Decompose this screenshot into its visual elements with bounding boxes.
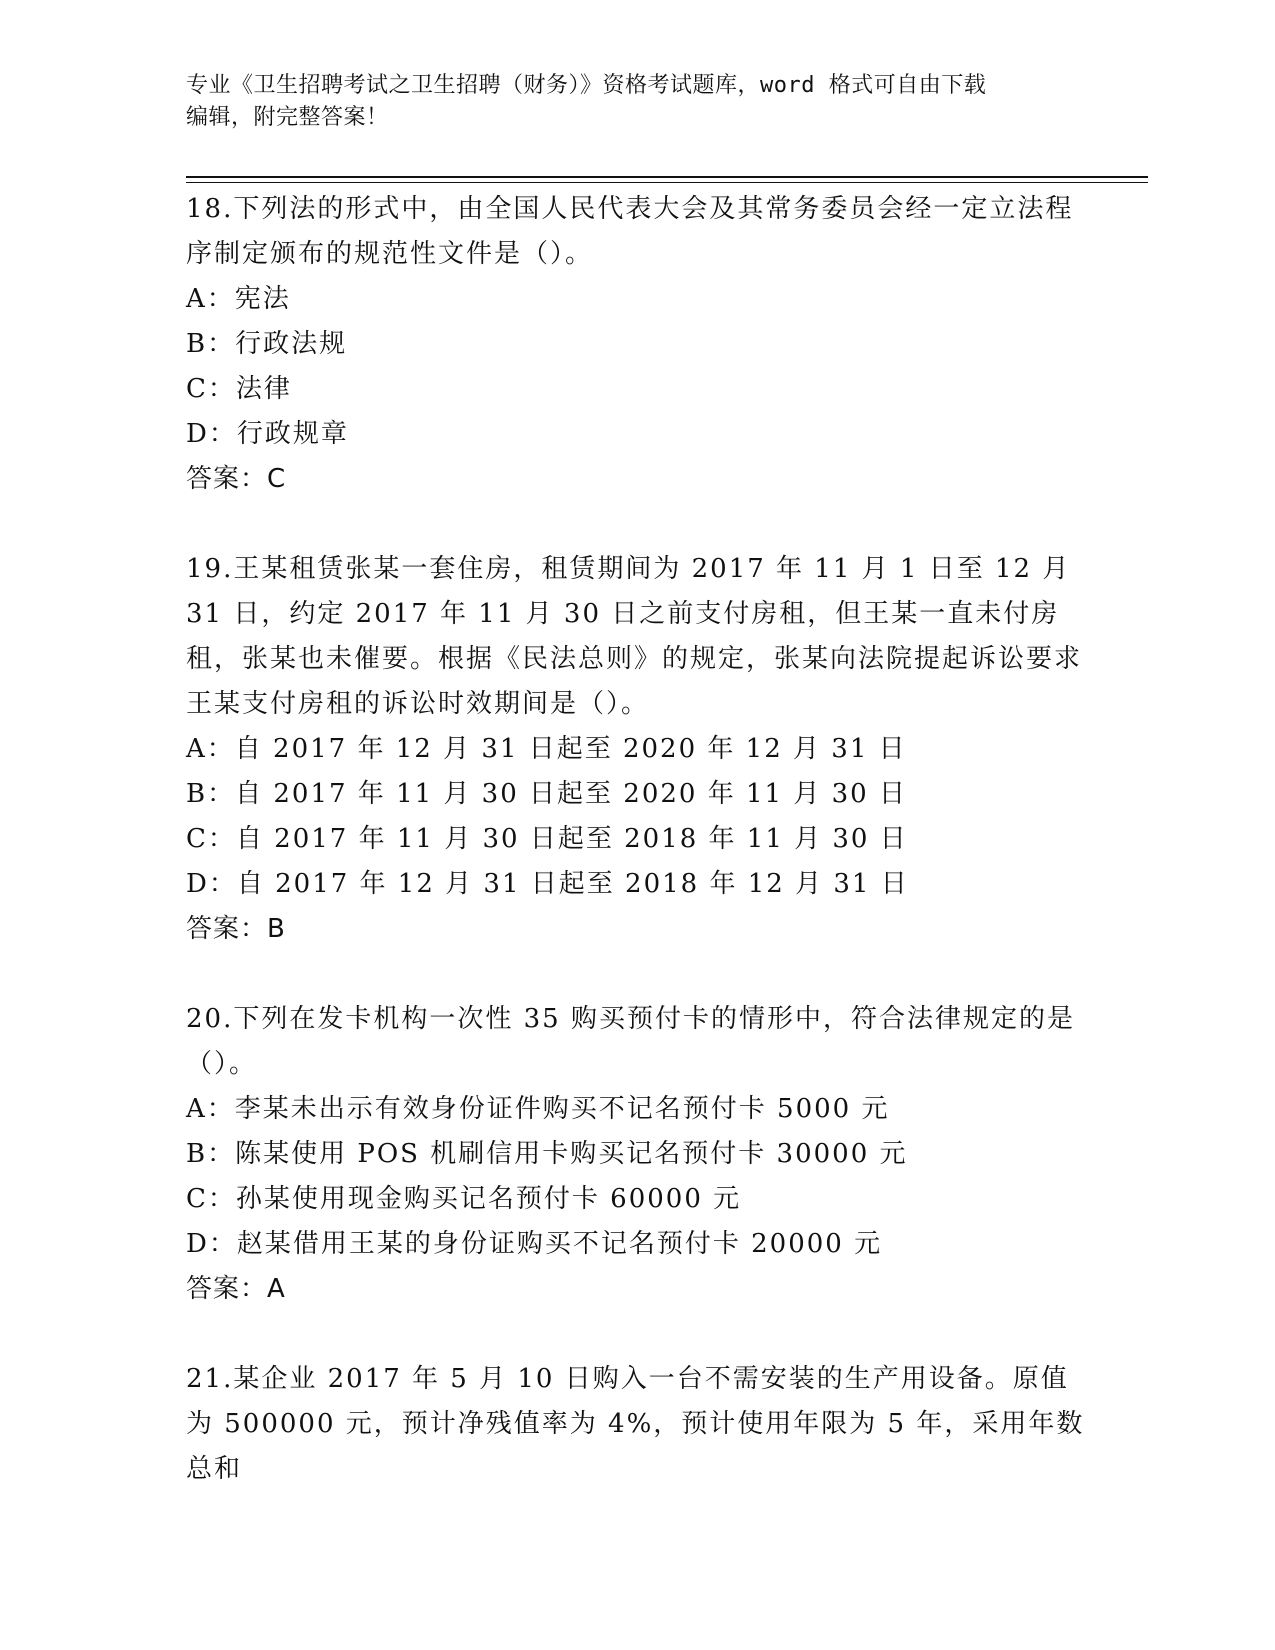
option-a: A：宪法 xyxy=(186,284,291,314)
option-d: D：行政规章 xyxy=(186,419,349,449)
answer: 答案：C xyxy=(186,464,287,494)
header-line-2: 编辑，附完整答案！ xyxy=(186,105,389,130)
question-stem: 20.下列在发卡机构一次性 35 购买预付卡的情形中，符合法律规定的是（）。 xyxy=(186,1004,1075,1079)
header-divider-thick xyxy=(186,176,1148,178)
question-stem: 18.下列法的形式中，由全国人民代表大会及其常务委员会经一定立法程序制定颁布的规范性文件是（）。 xyxy=(186,194,1074,269)
answer: 答案：B xyxy=(186,914,286,944)
header-divider-thin xyxy=(186,182,1148,183)
option-a: A：李某未出示有效身份证件购买不记名预付卡 5000 元 xyxy=(186,1094,890,1124)
question-19 xyxy=(186,547,1086,952)
document-header xyxy=(186,70,1066,134)
question-18 xyxy=(186,187,1086,502)
option-b: B：自 2017 年 11 月 30 日起至 2020 年 11 月 30 日 xyxy=(186,779,907,809)
answer: 答案：A xyxy=(186,1274,286,1304)
option-c: C：法律 xyxy=(186,374,292,404)
option-b: B：陈某使用 POS 机刷信用卡购买记名预付卡 30000 元 xyxy=(186,1139,908,1169)
question-list xyxy=(186,187,1086,1492)
option-d: D：自 2017 年 12 月 31 日起至 2018 年 12 月 31 日 xyxy=(186,869,909,899)
option-c: C：孙某使用现金购买记名预付卡 60000 元 xyxy=(186,1184,742,1214)
question-stem: 19.王某租赁张某一套住房，租赁期间为 2017 年 11 月 1 日至 12 月 31 日，约定 2017 年 11 月 30 日之前支付房租，但王某一直未付房租，张某也未催要。根据《民法总则》的规定，张某向法院提起诉讼要求王某支付房租的诉讼时效期间是（）。 xyxy=(186,554,1083,719)
option-c: C：自 2017 年 11 月 30 日起至 2018 年 11 月 30 日 xyxy=(186,824,908,854)
spacer xyxy=(186,952,1086,997)
question-21 xyxy=(186,1357,1086,1492)
spacer xyxy=(186,502,1086,547)
option-d: D：赵某借用王某的身份证购买不记名预付卡 20000 元 xyxy=(186,1229,883,1259)
question-20 xyxy=(186,997,1086,1312)
question-stem: 21.某企业 2017 年 5 月 10 日购入一台不需安装的生产用设备。原值为 500000 元，预计净残值率为 4%，预计使用年限为 5 年，采用年数总和 xyxy=(186,1364,1085,1484)
header-line-1: 专业《卫生招聘考试之卫生招聘（财务）》资格考试题库，word 格式可自由下载 xyxy=(186,73,987,98)
spacer xyxy=(186,1312,1086,1357)
option-a: A：自 2017 年 12 月 31 日起至 2020 年 12 月 31 日 xyxy=(186,734,907,764)
option-b: B：行政法规 xyxy=(186,329,348,359)
